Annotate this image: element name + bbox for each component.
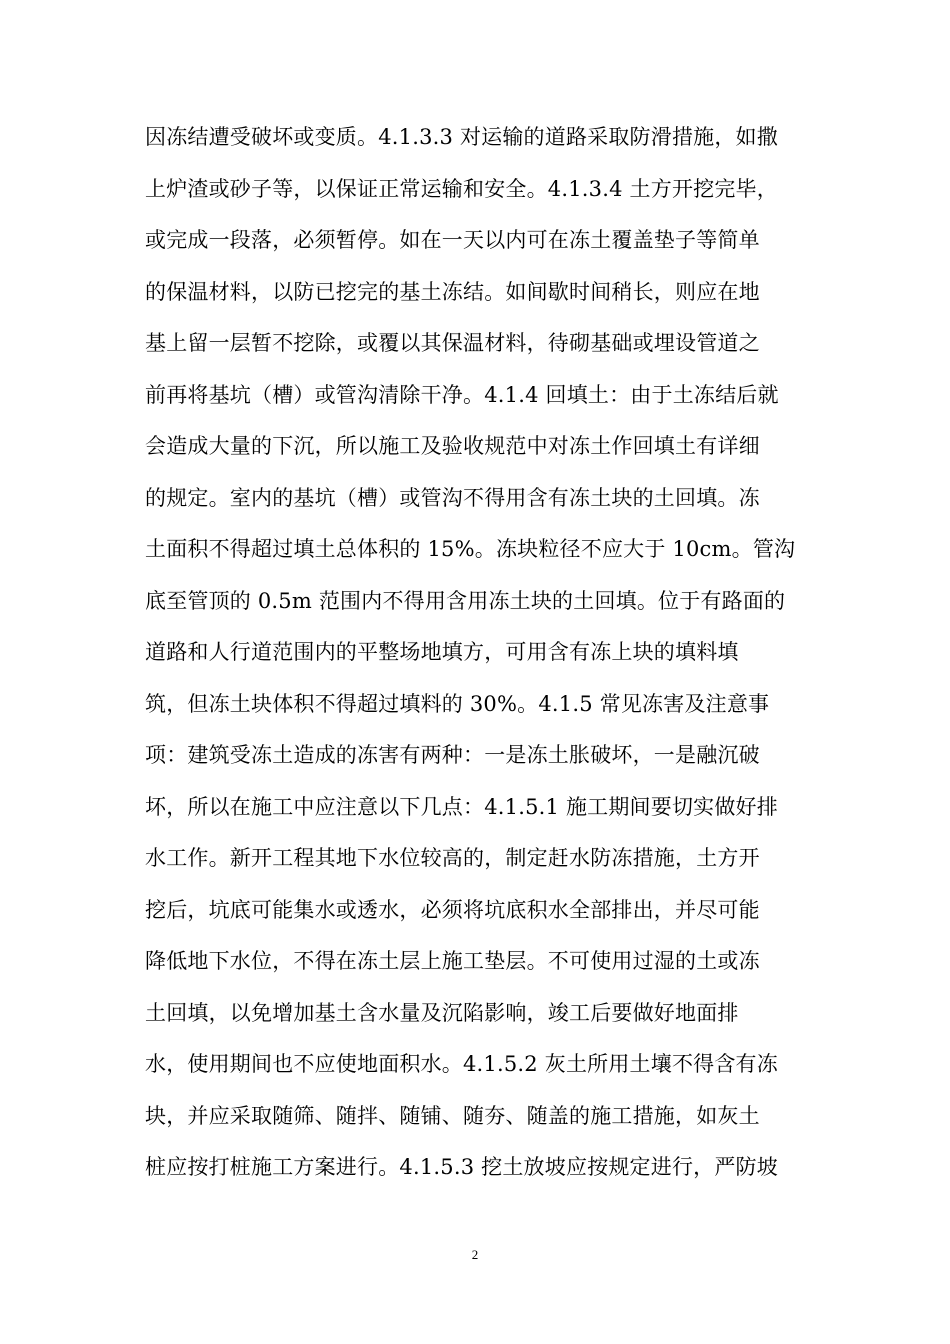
text-line: 因冻结遭受破坏或变质。4.1.3.3 对运输的道路采取防滑措施，如撒: [145, 125, 778, 149]
text-line: 土回填，以免增加基土含水量及沉陷影响，竣工后要做好地面排: [145, 1000, 739, 1025]
text-line: 水，使用期间也不应使地面积水。4.1.5.2 灰土所用土壤不得含有冻: [145, 1052, 778, 1076]
text-line: 降低地下水位，不得在冻土层上施工垫层。不可使用过湿的土或冻: [145, 949, 760, 973]
text-line: 前再将基坑（槽）或管沟清除干净。4.1.4 回填土：由于土冻结后就: [145, 382, 779, 407]
text-line: 会造成大量的下沉，所以施工及验收规范中对冻土作回填土有详细: [145, 434, 760, 458]
text-line: 水工作。新开工程其地下水位较高的，制定赶水防冻措施，土方开: [145, 846, 760, 870]
text-line: 的保温材料，以防已挖完的基土冻结。如间歇时间稍长，则应在地: [145, 279, 760, 304]
text-line: 筑，但冻土块体积不得超过填料的 30%。4.1.5 常见冻害及注意事: [145, 691, 770, 716]
body-text: [145, 112, 815, 1194]
text-line: 桩应按打桩施工方案进行。4.1.5.3 挖土放坡应按规定进行，严防坡: [145, 1155, 778, 1179]
text-line: 挖后，坑底可能集水或透水，必须将坑底积水全部排出，并尽可能: [145, 897, 760, 922]
text-line: 块，并应采取随筛、随拌、随铺、随夯、随盖的施工措施，如灰土: [145, 1103, 760, 1128]
text-line: 或完成一段落，必须暂停。如在一天以内可在冻土覆盖垫子等简单: [145, 228, 760, 252]
text-line: 的规定。室内的基坑（槽）或管沟不得用含有冻土块的土回填。冻: [145, 485, 760, 510]
text-line: 土面积不得超过填土总体积的 15%。冻块粒径不应大于 10cm。管沟: [145, 537, 796, 561]
page-number: 2: [471, 1247, 479, 1262]
text-line: 项：建筑受冻土造成的冻害有两种：一是冻土胀破坏，一是融沉破: [145, 743, 760, 767]
text-line: 上炉渣或砂子等，以保证正常运输和安全。4.1.3.4 土方开挖完毕，: [145, 176, 778, 201]
text-line: 底至管顶的 0.5m 范围内不得用含用冻土块的土回填。位于有路面的: [145, 588, 786, 613]
text-line: 道路和人行道范围内的平整场地填方，可用含有冻上块的填料填: [145, 640, 739, 664]
text-line: 坏，所以在施工中应注意以下几点：4.1.5.1 施工期间要切实做好排: [145, 794, 778, 819]
text-line: 基上留一层暂不挖除，或覆以其保温材料，待砌基础或埋设管道之: [145, 331, 760, 355]
